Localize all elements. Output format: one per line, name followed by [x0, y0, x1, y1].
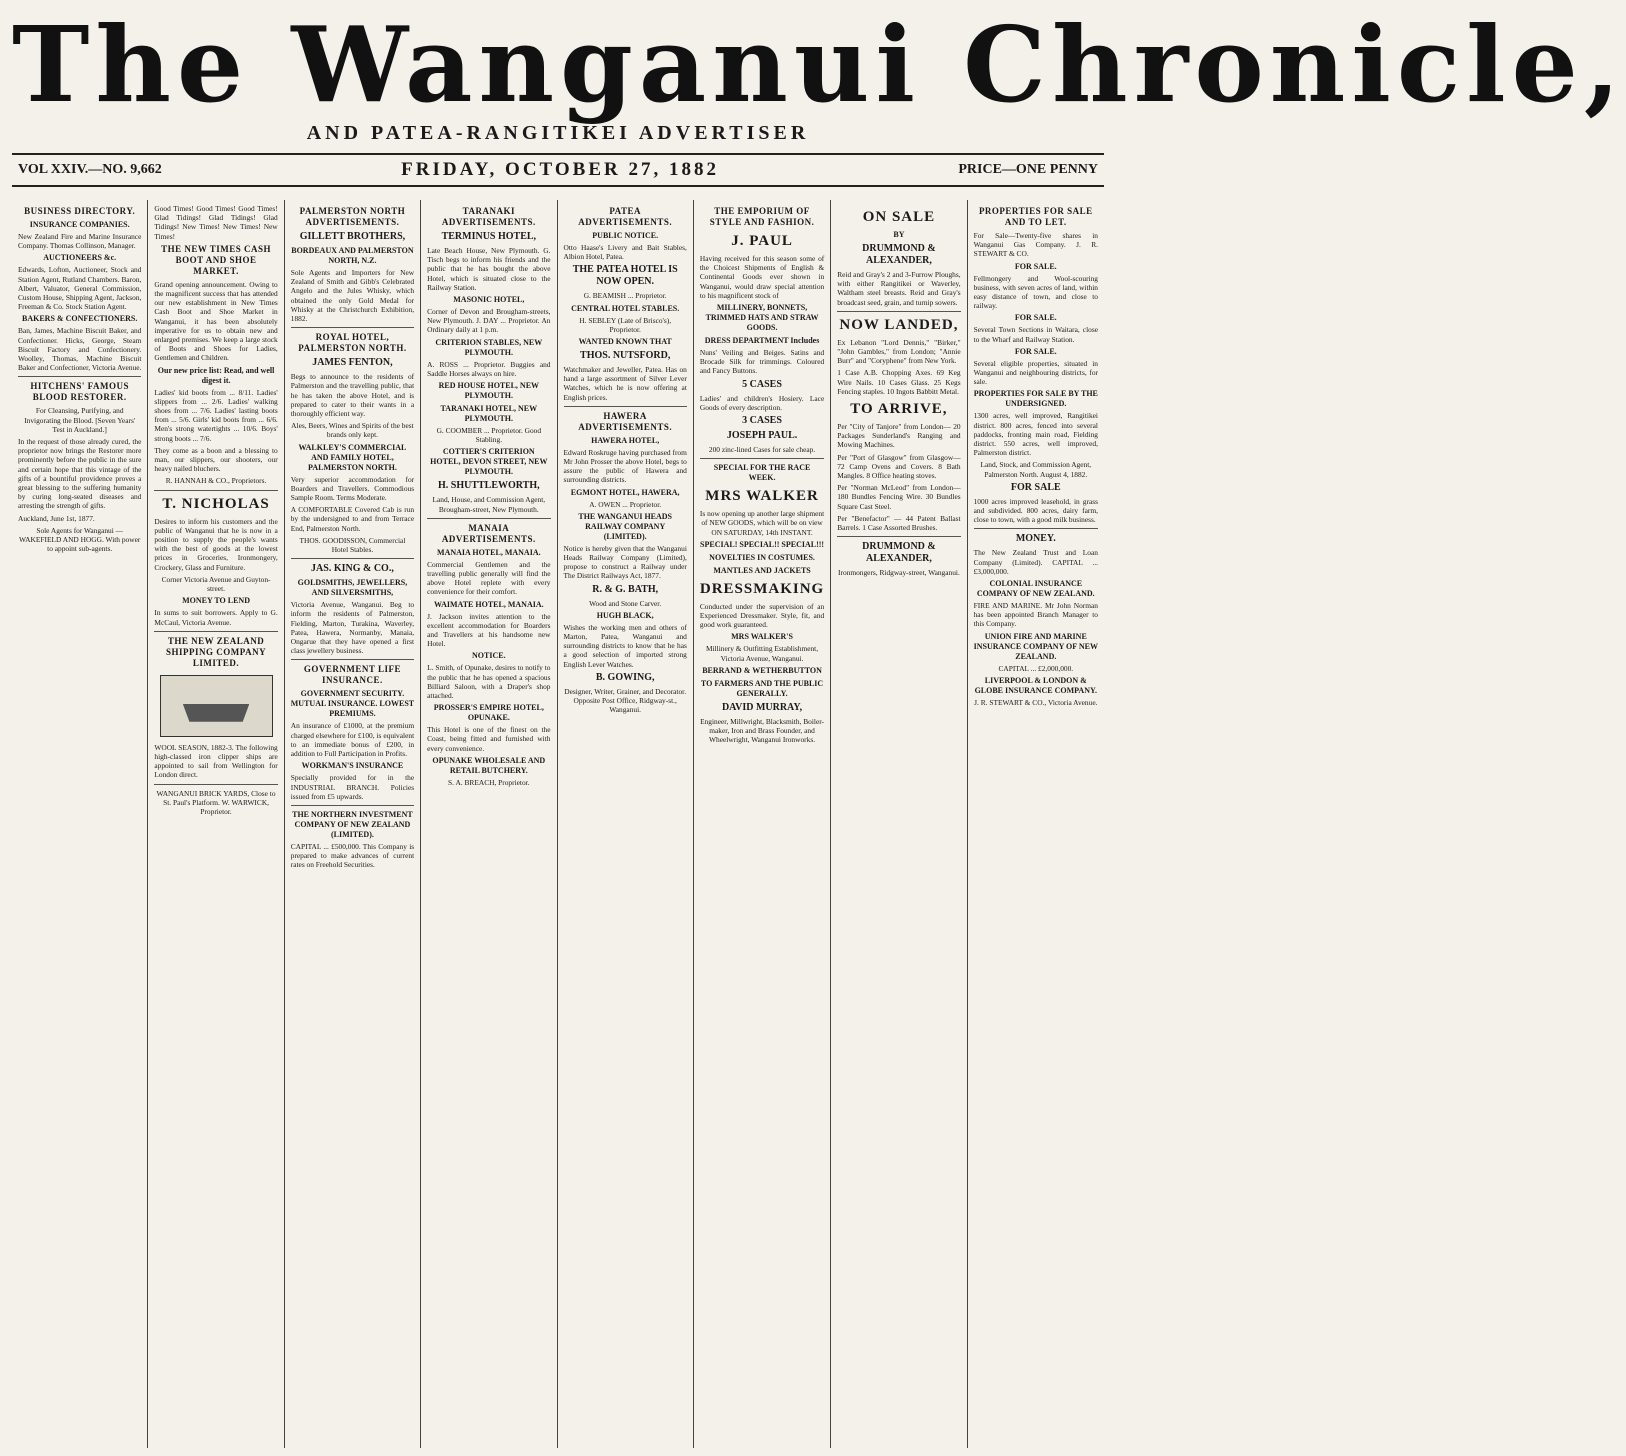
paragraph: Edwards, Lofton, Auctioneer, Stock and Station Agent, Rutland Chambers. Baron, Albert, Valuator, General Commission, Custom House, Shipping Agent, Jackson, Freeman & Co. Stock Station Agent.	[18, 265, 142, 312]
column-8	[968, 200, 1104, 1448]
heading: MANAIA ADVERTISEMENTS.	[441, 522, 536, 544]
divider	[154, 631, 277, 632]
heading: DRESSMAKING	[699, 580, 825, 597]
heading: TO FARMERS AND THE PUBLIC GENERALLY.	[700, 678, 824, 698]
heading: HITCHENS' FAMOUS BLOOD RESTORER.	[30, 381, 129, 403]
heading: THE NEW ZEALAND SHIPPING COMPANY LIMITED.	[166, 635, 267, 668]
heading: UNION FIRE AND MARINE INSURANCE COMPANY OF NEW ZEALAND.	[973, 631, 1098, 661]
paragraph: Corner Victoria Avenue and Guyton-street.	[161, 574, 271, 594]
paragraph: Reid and Gray's 2 and 3-Furrow Ploughs, with either Rangitikei or Waverley, Waltham steel breasts. Reid and Gray's broadcast seed, grain, and turnip sowers.	[837, 270, 961, 307]
paragraph: WANGANUI BRICK YARDS, Close to St. Paul's Platform. W. WARWICK, Proprietor.	[156, 788, 276, 816]
heading: Our new price list: Read, and well digest it.	[157, 365, 275, 385]
heading: GOVERNMENT LIFE INSURANCE.	[303, 664, 401, 686]
heading: WORKMAN'S INSURANCE	[301, 761, 404, 771]
heading: NOVELTIES IN COSTUMES.	[709, 552, 815, 562]
paragraph: New Zealand Fire and Marine Insurance Company. Thomas Collinson, Manager.	[18, 232, 142, 251]
paragraph: Per "Norman McLeod" from London— 180 Bundles Fencing Wire. 30 Bundles Square Cast Steel.	[837, 483, 961, 511]
heading: T. NICHOLAS	[162, 495, 270, 512]
signature: S. A. BREACH, Proprietor.	[448, 777, 530, 787]
heading: HAWERA ADVERTISEMENTS.	[578, 410, 673, 432]
paragraph: Millinery & Outfitting Establishment, Victoria Avenue, Wanganui.	[706, 644, 819, 663]
heading: TERMINUS HOTEL,	[441, 231, 537, 242]
divider	[700, 458, 824, 459]
heading: DRESS DEPARTMENT Includes	[704, 336, 820, 346]
heading: CENTRAL HOTEL STABLES.	[571, 303, 680, 313]
heading: MANTLES AND JACKETS	[713, 565, 811, 575]
paragraph: 200 zinc-lined Cases for sale cheap.	[708, 445, 816, 455]
column-2	[148, 200, 284, 1448]
paragraph: Notice is hereby given that the Wanganui Heads Railway Company (Limited), propose to construct a Railway under The District Railways Act, 1877.	[563, 543, 687, 581]
heading: PROPERTIES FOR SALE AND TO LET.	[978, 206, 1093, 227]
heading: DAVID MURRAY,	[721, 701, 803, 713]
paragraph: G. COOMBER ... Proprietor. Good Stabling.	[436, 426, 542, 445]
paragraph: Very superior accommodation for Boarders and Travellers. Commodious Sample Room. Terms Moderate.	[290, 474, 415, 503]
paragraph: Several Town Sections in Waitara, close to the Wharf and Railway Station.	[973, 325, 1098, 344]
heading: MRS WALKER'S	[731, 632, 793, 642]
paragraph: This Hotel is one of the finest on the Coast, being fitted and furnished with every convenience.	[427, 725, 551, 753]
heading: MONEY TO LEND	[182, 596, 250, 606]
heading: RED HOUSE HOTEL, NEW PLYMOUTH.	[438, 381, 540, 401]
paragraph: G. BEAMISH ... Proprietor.	[583, 291, 667, 301]
divider	[837, 311, 960, 312]
heading: J. PAUL	[731, 233, 793, 249]
heading: MANAIA HOTEL, MANAIA.	[437, 547, 541, 557]
paragraph: L. Smith, of Opunake, desires to notify to the public that he has opened a spacious Billiard Saloon, with a Draper's shop attached.	[427, 663, 551, 701]
column-7	[831, 200, 967, 1448]
heading: OPUNAKE WHOLESALE AND RETAIL BUTCHERY.	[432, 755, 546, 775]
heading: PROSSER'S EMPIRE HOTEL, OPUNAKE.	[433, 703, 544, 723]
paragraph: FIRE AND MARINE. Mr John Norman has been appointed Branch Manager to this Company.	[973, 601, 1098, 629]
paragraph: Good Times! Good Times! Good Times! Glad Tidings! Glad Tidings! Glad Tidings! New Times! New Times! New Times!	[154, 204, 278, 241]
paragraph: Late Beach House, New Plymouth. G. Tisch begs to inform his friends and the public that he has bought the above Hotel, which is situated close to the Railway Station.	[427, 246, 551, 292]
heading: ROYAL HOTEL, PALMERSTON NORTH.	[298, 332, 407, 354]
heading: TARANAKI HOTEL, NEW PLYMOUTH.	[440, 404, 538, 424]
paragraph: Watchmaker and Jeweller, Patea. Has on hand a large assortment of Silver Lever Watches, which he is now offering at English prices.	[563, 365, 687, 402]
paragraph: They come as a boon and a blessing to man, our slippers, our shooters, our heavy nailed bluchers.	[154, 445, 278, 474]
heading: THE PATEA HOTEL IS NOW OPEN.	[572, 264, 678, 288]
paragraph: Victoria Avenue, Wanganui. Beg to inform the residents of Palmerston, Fielding, Marton, Turakina, Waverley, Patea, Hawera, Normanby, Manaia, Ongarue that they have opened a first class jewellery business.	[290, 600, 415, 656]
paragraph: J. R. STEWART & CO., Victoria Avenue.	[974, 697, 1098, 707]
divider	[291, 805, 414, 806]
heading: BERRAND & WETHERBUTTON	[702, 665, 822, 675]
paragraph: In the request of those already cured, the proprietor now brings the Restorer more prominently before the public in the sure and certain hope that this vintage of the gifts of a bountiful providence proves a great blessing to the suffering humanity by curing long-seated diseases and arresting the strength of gifts.	[18, 437, 142, 511]
paragraph: For Cleansing, Purifying, and Invigorating the Blood. [Seven Years' Test in Auckland.]	[24, 406, 136, 434]
heading: BAKERS & CONFECTIONERS.	[22, 314, 138, 324]
paragraph: Begs to announce to the residents of Palmerston and the travelling public, that he has taken the above Hotel, and is prepared to cater to their wants in a thoroughly efficient way.	[290, 372, 415, 419]
heading: FOR SALE.	[1014, 261, 1057, 271]
column-4	[421, 200, 557, 1448]
paragraph: Engineer, Millwright, Blacksmith, Boiler-maker, Iron and Brass Founder, and Wheelwright, Wanganui Ironworks.	[700, 716, 825, 745]
paragraph: The New Zealand Trust and Loan Company (Limited). CAPITAL ... £3,000,000.	[973, 548, 1098, 576]
paragraph: Grand opening announcement. Owing to the magnificent success that has attended our new establishment in New Times Cash Boot and Shoe Market in Wanganui, it has been absolutely imperative for us to obtain new and enlarged premises. We keep a large stock of Boots and Shoes for Ladies, Gentlemen and Children.	[154, 279, 278, 363]
heading: PUBLIC NOTICE.	[592, 231, 659, 240]
price: PRICE—ONE PENNY	[958, 162, 1098, 177]
heading: COLONIAL INSURANCE COMPANY OF NEW ZEALAND.	[976, 579, 1095, 599]
paragraph: Ban, James, Machine Biscuit Baker, and Confectioner. Hicks, George, Steam Biscuit Factory and Confectionery. Woolley, Thomas, Machine Biscuit Baker and Confectioner, Victoria Avenue.	[18, 326, 142, 373]
heading: TARANAKI ADVERTISEMENTS.	[441, 206, 536, 227]
heading: THE NORTHERN INVESTMENT COMPANY OF NEW ZEALAND (LIMITED).	[292, 809, 413, 839]
heading: COTTIER'S CRITERION HOTEL, DEVON STREET, NEW PLYMOUTH.	[430, 447, 548, 477]
masthead-subtitle: AND PATEA-RANGITIKEI ADVERTISER	[306, 122, 810, 144]
paragraph: Ladies' and children's Hosiery. Lace Goods of every description.	[699, 393, 825, 412]
heading: H. SHUTTLEWORTH,	[438, 480, 540, 492]
heading: GILLETT BROTHERS,	[299, 231, 406, 242]
heading: THE NEW TIMES CASH BOOT AND SHOE MARKET.	[161, 243, 272, 276]
heading: NOTICE.	[472, 651, 506, 661]
heading: ON SALE	[862, 209, 936, 225]
dateline	[12, 155, 1104, 187]
paragraph: An insurance of £1000, at the premium charged elsewhere for £100, is equivalent to an immediate bonus of £200, in addition to Full Participation in Profits.	[290, 721, 415, 759]
heading: INSURANCE COMPANIES.	[29, 220, 130, 229]
heading: SPECIAL! SPECIAL!! SPECIAL!!!	[700, 539, 825, 549]
column-5	[558, 200, 694, 1448]
heading: LIVERPOOL & LONDON & GLOBE INSURANCE COMPANY.	[974, 675, 1098, 695]
paragraph: Per "Benefactor" — 44 Patent Ballast Barrels. 1 Case Assorted Brushes.	[837, 513, 961, 533]
paragraph: Ladies' kid boots from ... 8/11. Ladies' slippers from ... 2/6. Ladies' walking shoes from ... 7/6. Ladies' lasting boots from ... 5/6. Girls' kid boots from ... 6/6. Men's strong watertights ... 10/6. Boys' strong boots ... 7/6.	[154, 387, 278, 443]
heading: MILLINERY, BONNETS, TRIMMED HATS AND STRAW GOODS.	[705, 303, 819, 333]
heading: FOR SALE.	[1014, 313, 1057, 323]
divider	[564, 406, 687, 407]
paragraph: A COMFORTABLE Covered Cab is run by the undersigned to and from Terrace End, Palmerston North.	[290, 505, 415, 533]
divider	[291, 327, 414, 328]
heading: DRUMMOND & ALEXANDER,	[862, 243, 936, 266]
divider	[154, 490, 277, 491]
heading: PROPERTIES FOR SALE BY THE UNDERSIGNED.	[973, 389, 1098, 409]
heading: BORDEAUX AND PALMERSTON NORTH, N.Z.	[291, 246, 414, 265]
paragraph: Is now opening up another large shipment of NEW GOODS, which will be on view ON SATURDAY, 14th INSTANT.	[699, 509, 825, 537]
heading: WANTED KNOWN THAT	[578, 337, 672, 347]
heading: PATEA ADVERTISEMENTS.	[578, 206, 673, 227]
heading: THE WANGANUI HEADS RAILWAY COMPANY (LIMITED).	[578, 511, 673, 541]
heading: PALMERSTON NORTH ADVERTISEMENTS.	[299, 206, 406, 227]
heading: MONEY.	[1015, 533, 1056, 545]
divider	[18, 376, 141, 377]
paragraph: Designer, Writer, Grainer, and Decorator. Opposite Post Office, Ridgway-st., Wanganui.	[564, 686, 687, 715]
column-3	[285, 200, 421, 1448]
heading: R. & G. BATH,	[592, 583, 659, 595]
divider	[291, 659, 414, 660]
divider	[837, 536, 960, 537]
paragraph: Wishes the working men and others of Marton, Patea, Wanganui and surrounding districts to know that he has a good selection of imported strong English Lever Watches.	[563, 622, 687, 669]
heading: THE EMPORIUM OF STYLE AND FASHION.	[709, 206, 815, 227]
paragraph: WOOL SEASON, 1882-3. The following high-classed iron clipper ships are appointed to sail from Wellington for London direct.	[154, 742, 278, 780]
paragraph: Corner of Devon and Brougham-streets, New Plymouth. J. DAY ... Proprietor. An Ordinary daily at 1 p.m.	[427, 307, 551, 335]
heading: JOSEPH PAUL.	[726, 430, 798, 442]
paragraph: H. SEBLEY (Late of Brisco's), Proprietor.	[579, 315, 672, 334]
paragraph: Wood and Stone Carver.	[589, 598, 662, 608]
paragraph: Having received for this season some of the Choicest Shipments of English & Continental Goods ever shown in Wanganui, would draw special attention to his magnificent stock of	[699, 254, 825, 300]
heading: HUGH BLACK,	[596, 610, 654, 620]
paragraph: Sole Agents and Importers for New Zealand of Smith and Gibb's Celebrated Angelo and the Jules Whisky, which obtained the only Gold Medal for Whisky at the Christchurch Exhibition, 1882.	[290, 268, 415, 324]
divider	[291, 558, 414, 559]
volume-number: VOL XXIV.—NO. 9,662	[18, 162, 162, 177]
columns	[12, 200, 1104, 1448]
heading: CRITERION STABLES, NEW PLYMOUTH.	[435, 337, 543, 357]
divider	[974, 528, 1098, 529]
paragraph: Specially provided for in the INDUSTRIAL BRANCH. Policies issued from £5 upwards.	[290, 773, 415, 801]
paragraph: Per "Port of Glasgow" from Glasgow— 72 Camp Ovens and Covers. 8 Bath Mangles. 8 Office heating stoves.	[837, 452, 961, 481]
paragraph: Nuns' Veiling and Beiges. Satins and Brocade Silk for trimmings. Coloured and Fancy Buttons.	[699, 348, 825, 376]
masthead-title: The Wanganui Chronicle,	[12, 3, 1626, 126]
paragraph: Desires to inform his customers and the public of Wanganui that he is now in a position to supply the people's wants with the best of goods at the lowest prices in Groceries, Ironmongery, Crockery, Glass and Furniture.	[154, 516, 278, 572]
heading: FOR SALE	[1010, 481, 1061, 493]
paragraph: 1 Case A.B. Chopping Axes. 69 Keg Wire Nails. 10 Cases Glass. 25 Kegs Fencing staples. 10 Ingots Babbitt Metal.	[837, 368, 961, 396]
paragraph: Per "City of Tanjore" from London— 20 Packages Sunderland's Ranging and Mowing Machines.	[837, 422, 961, 450]
paragraph: Ales, Beers, Wines and Spirits of the best brands only kept.	[291, 421, 414, 440]
paragraph: A. OWEN ... Proprietor.	[589, 499, 662, 509]
heading: BY	[893, 230, 905, 239]
heading: NOW LANDED,	[839, 316, 959, 333]
paragraph: 1000 acres improved leasehold, in grass and subdivided. 800 acres, dairy farm, close to town, with a good milk business.	[973, 496, 1098, 525]
issue-date: FRIDAY, OCTOBER 27, 1882	[401, 159, 719, 180]
heading: MASONIC HOTEL,	[453, 295, 525, 305]
heading: DRUMMOND & ALEXANDER,	[862, 541, 936, 565]
paragraph: Edward Roskruge having purchased from Mr John Prosser the above Hotel, begs to assure the public of Hawera and surrounding districts.	[563, 447, 687, 485]
paragraph: Commercial Gentlemen and the travelling public generally will find the above Hotel replete with every convenience for their comfort.	[427, 559, 551, 597]
heading: THOS. NUTSFORD,	[580, 350, 671, 362]
heading: EGMONT HOTEL, HAWERA,	[570, 487, 680, 497]
paragraph: J. Jackson invites attention to the excellent accommodation for Boarders and Travellers at his handsome new Hotel.	[427, 611, 551, 649]
divider	[154, 784, 277, 785]
heading: JAMES FENTON,	[312, 357, 393, 369]
paragraph: In sums to suit borrowers. Apply to G. McCaul, Victoria Avenue.	[154, 608, 278, 627]
heading: GOLDSMITHS, JEWELLERS, AND SILVERSMITHS,	[297, 578, 408, 598]
heading: TO ARRIVE,	[850, 401, 948, 418]
paragraph: Auckland, June 1st, 1877.	[18, 513, 95, 523]
heading: WAIMATE HOTEL, MANAIA.	[433, 599, 544, 609]
paragraph: Otto Haase's Livery and Bait Stables, Albion Hotel, Patea.	[563, 243, 687, 262]
paragraph: Land, House, and Commission Agent, Brougham-street, New Plymouth.	[432, 495, 546, 514]
heading: BUSINESS DIRECTORY.	[24, 206, 136, 216]
heading: MRS WALKER	[705, 488, 819, 505]
heading: B. GOWING,	[595, 671, 655, 683]
heading: 3 CASES	[742, 415, 782, 427]
signature: THOS. GOODISSON, Commercial Hotel Stables.	[299, 535, 406, 555]
heading: 5 CASES	[742, 378, 782, 390]
heading: SPECIAL FOR THE RACE WEEK.	[713, 463, 811, 483]
heading: GOVERNMENT SECURITY. MUTUAL INSURANCE. LOWEST PREMIUMS.	[290, 689, 415, 719]
paragraph: Sole Agents for Wanganui — WAKEFIELD AND HOGG. With power to appoint sub-agents.	[19, 525, 141, 554]
paragraph: Land, Stock, and Commission Agent, Palmerston North. August 4, 1882.	[980, 460, 1092, 479]
paragraph: CAPITAL ... £2,000,000.	[998, 663, 1074, 673]
paragraph: CAPITAL ... £500,000. This Company is prepared to make advances of current rates on Freehold Securities.	[290, 841, 415, 870]
column-1	[12, 200, 148, 1448]
paragraph: Several eligible properties, situated in Wanganui and neighbouring districts, for sale.	[973, 358, 1098, 387]
paragraph: 1300 acres, well improved, Rangitikei district. 800 acres, fenced into several paddocks, fronting main road, Fielding district. 550 acres, well improved, Palmerston district.	[973, 411, 1098, 458]
divider	[427, 518, 550, 519]
paragraph: For Sale—Twenty-five shares in Wanganui Gas Company. J. R. STEWART & CO.	[973, 231, 1098, 259]
paragraph: Conducted under the supervision of an Experienced Dressmaker. Style, fit, and good work guaranteed.	[699, 601, 825, 630]
heading: WALKLEY'S COMMERCIAL AND FAMILY HOTEL, PALMERSTON NORTH.	[298, 442, 407, 472]
paragraph: A. ROSS ... Proprietor. Buggies and Saddle Horses always on hire.	[427, 359, 551, 378]
heading: AUCTIONEERS &c.	[43, 253, 117, 263]
newspaper-page	[12, 3, 1626, 1448]
signature: R. HANNAH & CO., Proprietors.	[165, 476, 267, 486]
column-6	[694, 200, 831, 1448]
paragraph: Ironmongers, Ridgway-street, Wanganui.	[838, 568, 960, 578]
heading: JAS. KING & CO.,	[311, 563, 394, 575]
paragraph: Ex Lebanon "Lord Dennis," "Birker," "John Gambles," from London; "Annie Burr" and "Coryphene" from New York.	[837, 337, 961, 366]
ship-illustration	[160, 675, 273, 737]
heading: FOR SALE.	[1014, 346, 1057, 356]
heading: HAWERA HOTEL,	[591, 435, 660, 445]
paragraph: Fellmongery and Wool-scouring business, with seven acres of land, within easy distance of town, and close to railway.	[973, 273, 1098, 311]
